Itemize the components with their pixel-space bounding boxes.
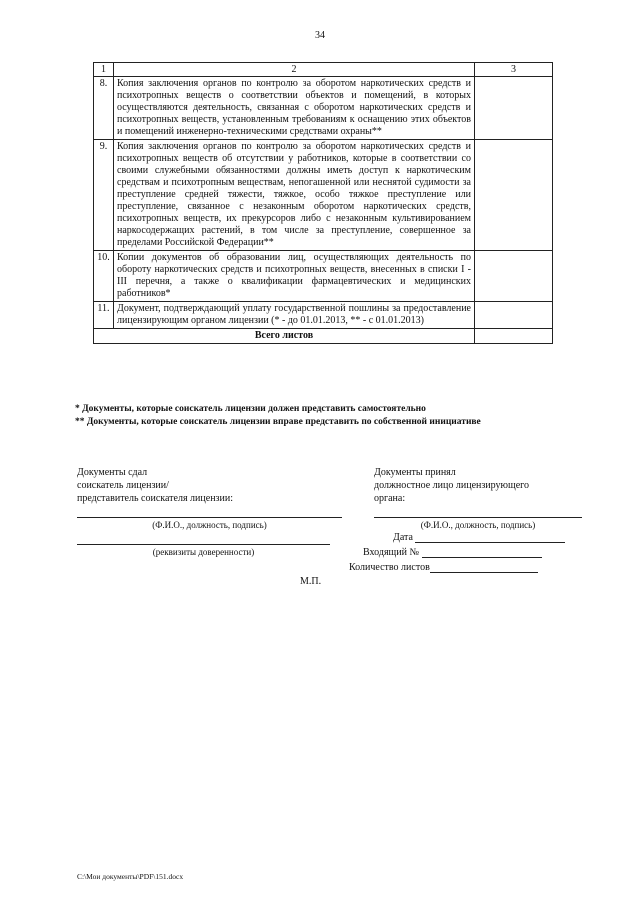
date-field <box>393 532 565 543</box>
column-header: 2 <box>114 63 475 77</box>
stamp-place: М.П. <box>300 576 322 587</box>
documents-table <box>93 62 553 344</box>
receiver-signature-line <box>374 517 582 518</box>
sheet-count-underline <box>430 562 538 573</box>
page-number: 34 <box>315 30 325 41</box>
row-number: 8. <box>94 77 114 140</box>
table-row <box>94 77 553 140</box>
column-header: 1 <box>94 63 114 77</box>
table-header-row <box>94 63 553 77</box>
row-sheets-cell <box>475 302 553 329</box>
table-row <box>94 251 553 302</box>
total-label: Всего листов <box>94 329 475 344</box>
row-sheets-cell <box>475 140 553 251</box>
receiver-line: должностное лицо лицензирующего <box>374 480 529 491</box>
submitter-signature-line <box>77 517 342 518</box>
row-number: 11. <box>94 302 114 329</box>
power-of-attorney-caption: (реквизиты доверенности) <box>152 547 255 557</box>
date-label: Дата <box>393 532 413 543</box>
receiver-block <box>374 466 594 505</box>
sheet-count-field <box>349 562 538 573</box>
total-value-cell <box>475 329 553 344</box>
incoming-number-underline <box>422 547 542 558</box>
row-description: Копия заключения органов по контролю за оборотом наркотических средств и психотропных веществ о соответствии объектов и помещений, в которых осуществляются деятельность, связанная с оборотом наркотических средств и психотропных веществ, установленным требованиям к оснащению этих объектов и помещений инженерно-техническими средствами охраны** <box>114 77 475 140</box>
receiver-line: Документы принял <box>374 467 456 478</box>
receiver-line: органа: <box>374 493 406 504</box>
submitter-block <box>77 466 357 505</box>
table-row <box>94 140 553 251</box>
power-of-attorney-line <box>77 544 330 545</box>
incoming-number-label: Входящий № <box>363 547 420 558</box>
total-row <box>94 329 553 344</box>
date-underline <box>415 532 565 543</box>
incoming-number-field <box>363 547 542 558</box>
row-description: Копия заключения органов по контролю за оборотом наркотических средств и психотропных веществ об отсутствии у работников, которые в соответствии со своими служебными обязанностями должны иметь доступ к наркотическим средствам и психотропным веществам, непогашенной или неснятой судимости за преступление средней тяжести, тяжкое, особо тяжкое преступление или преступление, связанное с незаконным оборотом наркотических средств, психотропных веществ, их прекурсоров либо с незаконным культивированием наркосодержащих растений, в том числе за преступление, совершенное за пределами Российской Федерации** <box>114 140 475 251</box>
submitter-fio-caption: (Ф.И.О., должность, подпись) <box>152 520 267 530</box>
submitter-line: представитель соискателя лицензии: <box>77 493 233 504</box>
footnote-optional: ** Документы, которые соискатель лицензии вправе представить по собственной инициативе <box>75 417 481 427</box>
sheet-count-label: Количество листов <box>349 562 430 573</box>
row-number: 10. <box>94 251 114 302</box>
receiver-fio-caption: (Ф.И.О., должность, подпись) <box>420 520 536 530</box>
row-description: Документ, подтверждающий уплату государственной пошлины за предоставление лицензирующим органом лицензии (* - до 01.01.2013, ** - с 01.01.2013) <box>114 302 475 329</box>
row-sheets-cell <box>475 77 553 140</box>
row-description: Копии документов об образовании лиц, осуществляющих деятельность по обороту наркотических средств и психотропных веществ, внесенных в списки I - III перечня, а также о квалификации фармацевтических и медицинских работников* <box>114 251 475 302</box>
column-header: 3 <box>475 63 553 77</box>
submitter-line: Документы сдал <box>77 467 148 478</box>
row-number: 9. <box>94 140 114 251</box>
table-row <box>94 302 553 329</box>
footnote-required: * Документы, которые соискатель лицензии должен представить самостоятельно <box>75 404 426 414</box>
file-path: C:\Мои документы\PDF\151.docx <box>77 872 184 881</box>
footnotes <box>75 403 575 429</box>
submitter-line: соискатель лицензии/ <box>77 480 169 491</box>
row-sheets-cell <box>475 251 553 302</box>
